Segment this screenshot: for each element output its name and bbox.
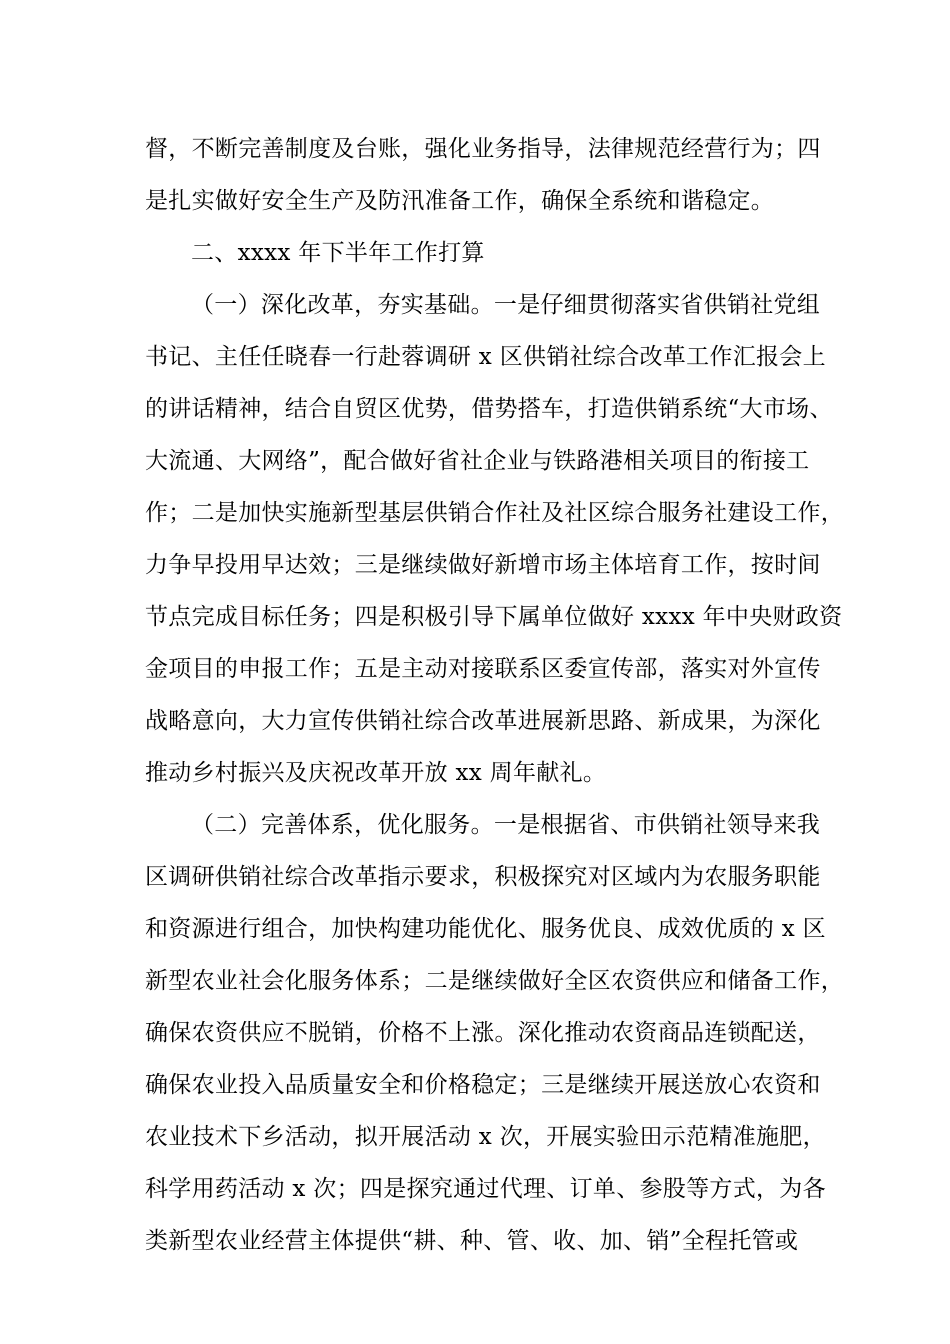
body-text-line: 类新型农业经营主体提供“耕、种、管、收、加、销”全程托管或 [145,1228,799,1254]
body-text-line: 的讲话精神，结合自贸区优势，借势搭车，打造供销系统“大市场、 [145,396,833,422]
body-text-line: 推动乡村振兴及庆祝改革开放 xx 周年献礼。 [145,760,607,786]
body-text-line: 节点完成目标任务；四是积极引导下属单位做好 xxxx 年中央财政资 [145,604,843,630]
paragraph-heading-line: （二）完善体系，优化服务。一是根据省、市供销社领导来我 [191,812,821,838]
body-text-line: 战略意向，大力宣传供销社综合改革进展新思路、新成果，为深化 [145,708,821,734]
paragraph-heading-line: （一）深化改革，夯实基础。一是仔细贯彻落实省供销社党组 [191,292,821,318]
body-text-line: 确保农资供应不脱销，价格不上涨。深化推动农资商品连锁配送， [145,1020,821,1046]
body-text-line: 是扎实做好安全生产及防汛准备工作，确保全系统和谐稳定。 [145,188,775,214]
body-text-line: 和资源进行组合，加快构建功能优化、服务优良、成效优质的 x 区 [145,916,826,942]
section-heading: 二、xxxx 年下半年工作打算 [191,240,485,266]
body-text-line: 区调研供销社综合改革指示要求，积极探究对区域内为农服务职能 [145,864,821,890]
body-text-line: 农业技术下乡活动，拟开展活动 x 次，开展实验田示范精准施肥， [145,1124,826,1150]
body-text-line: 科学用药活动 x 次；四是探究通过代理、订单、参股等方式，为各 [145,1176,826,1202]
body-text-line: 金项目的申报工作；五是主动对接联系区委宣传部，落实对外宣传 [145,656,821,682]
body-text-line: 督，不断完善制度及台账，强化业务指导，法律规范经营行为；四 [145,136,821,162]
body-text-line: 力争早投用早达效；三是继续做好新增市场主体培育工作，按时间 [145,552,821,578]
body-text-line: 大流通、大网络”，配合做好省社企业与铁路港相关项目的衔接工 [145,448,810,474]
body-text-line: 书记、主任任晓春一行赴蓉调研 x 区供销社综合改革工作汇报会上 [145,344,826,370]
body-text-line: 新型农业社会化服务体系；二是继续做好全区农资供应和储备工作， [145,968,844,994]
body-text-line: 作；二是加快实施新型基层供销合作社及社区综合服务社建设工作， [145,500,844,526]
body-text-line: 确保农业投入品质量安全和价格稳定；三是继续开展送放心农资和 [145,1072,821,1098]
